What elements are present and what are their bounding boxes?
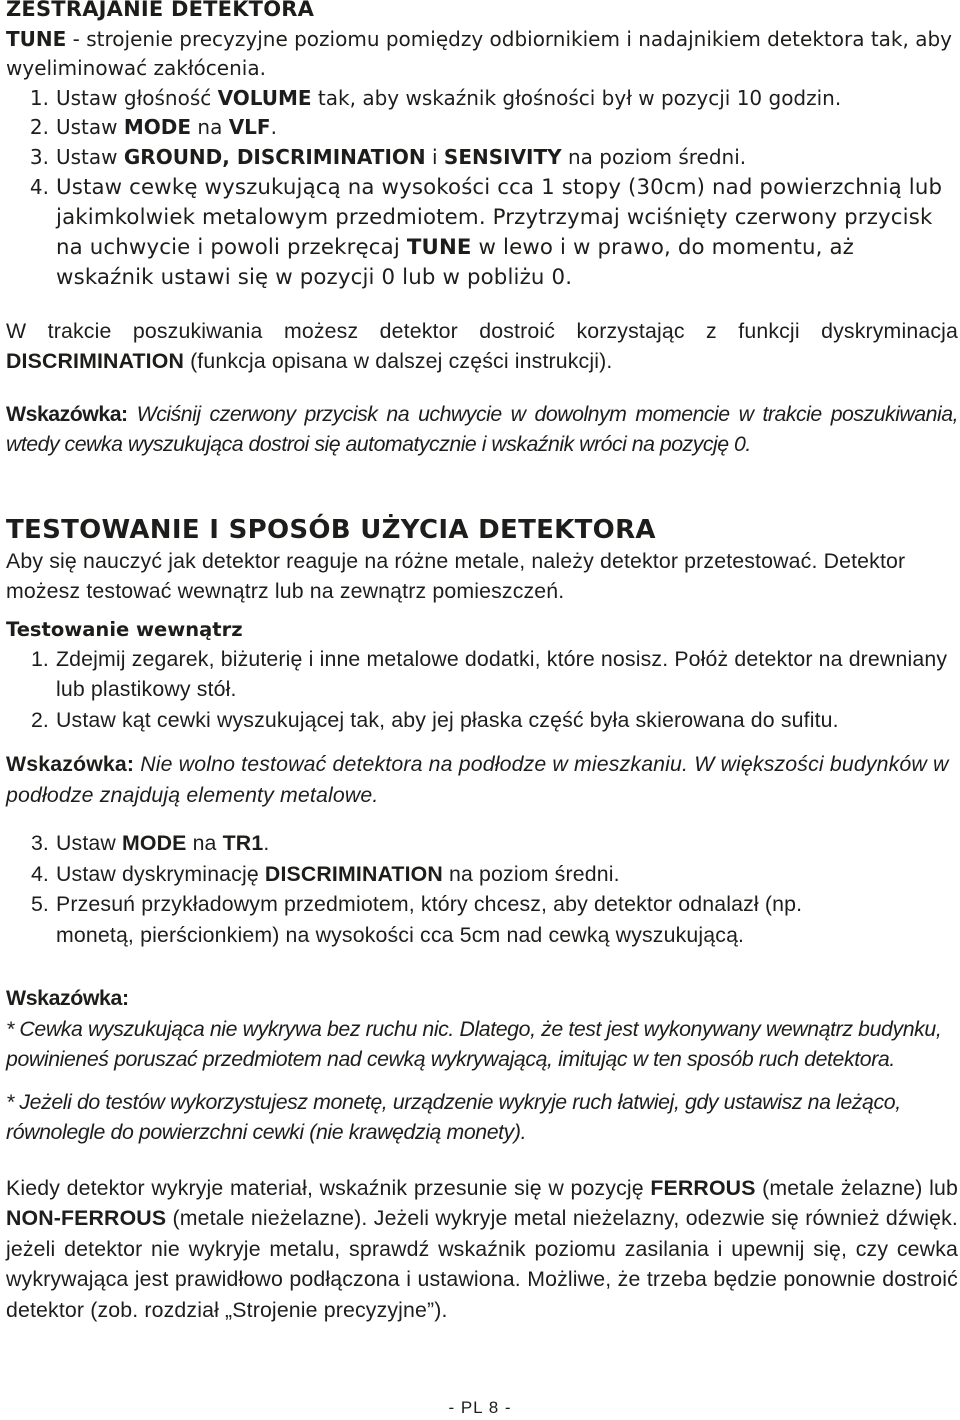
tune-label: TUNE: [6, 26, 67, 51]
tip-motion: Wskazówka: * Cewka wyszukująca nie wykrywa bez ruchu nic. Dlatego, że test jest wykonywany wewnątrz budynku, powinieneś poruszać przedmiotem nad cewką wykrywającą, imitując w ten sposób ruch detektora. * Jeżeli do testów wykorzystujesz monetę, urządzenie wykryje ruch łatwiej, gdy ustawisz na leżąco, równolegle do powierzchni cewki (nie krawędzią monety).: [6, 986, 942, 1145]
manual-page: [6, 0, 958, 1325]
indoor-steps-list: [6, 644, 958, 736]
testing-heading: TESTOWANIE I SPOSÓB UŻYCIA DETEKTORA: [6, 514, 656, 545]
list-item: 4. Ustaw dyskryminację DISCRIMINATION na poziom średni.: [30, 861, 620, 886]
list-item: 3. Ustaw MODE na TR1.: [30, 831, 270, 856]
testing-intro: Aby się nauczyć jak detektor reaguje na różne metale, należy detektor przetestować. Detektor możesz testować wewnątrz lub na zewnątrz pomieszczeń.: [6, 548, 906, 604]
tuning-step-2: 2. Ustaw MODE na VLF.: [29, 115, 277, 140]
tuning-step-4: 4. Ustaw cewkę wyszukującą na wysokości cca 1 stopy (30cm) nad powierzchnią lub jakimkolwiek metalowym przedmiotem. Przytrzymaj wciśnięty czerwony przycisk na uchwycie i powoli przekręcaj TUNE w lewo i w prawo, do momentu, aż wskaźnik ustawi się w pozycji 0 lub w pobliżu 0.: [29, 174, 943, 290]
indoor-steps-list-continued: [6, 828, 958, 950]
tip-auto-tune: Wskazówka: Wciśnij czerwony przycisk na uchwycie w dowolnym momencie w trakcie poszukiwania, wtedy cewka wyszukująca dostroi się automatycznie i wskaźnik wróci na pozycję 0.: [6, 401, 958, 457]
tip-label: Wskazówka:: [6, 401, 128, 426]
discrimination-paragraph: W trakcie poszukiwania możesz detektor dostroić korzystając z funkcji dyskryminacja DISCRIMINATION (funkcja opisana w dalszej części instrukcji).: [6, 318, 958, 374]
detection-paragraph: Kiedy detektor wykryje materiał, wskaźnik przesunie się w pozycję FERROUS (metale żelazne) lub NON-FERROUS (metale nieżelazne). Jeżeli wykryje metal nieżelazny, odezwie się również dźwięk. jeżeli detektor nie wykryje metalu, sprawdź wskaźnik poziomu zasilania i upewnij się, czy cewka wykrywająca jest prawidłowo podłączona i ustawiona. Możliwe, że trzeba będzie ponownie dostroić detektor (zob. rozdział „Strojenie precyzyjne”).: [6, 1175, 958, 1322]
tune-description: TUNE - strojenie precyzyjne poziomu pomiędzy odbiornikiem i nadajnikiem detektora tak, aby wyeliminować zakłócenia.: [6, 26, 953, 81]
tuning-heading: ZESTRAJANIE DETEKTORA: [6, 0, 315, 21]
list-item: 2. Ustaw kąt cewki wyszukującej tak, aby jej płaska część była skierowana do sufitu.: [30, 707, 839, 732]
tip-floor: Wskazówka: Nie wolno testować detektora na podłodze w mieszkaniu. W większości budynków w podłodze znajdują elementy metalowe.: [6, 752, 949, 807]
page-number: - PL 8 -: [448, 1398, 512, 1417]
tuning-step-3: 3. Ustaw GROUND, DISCRIMINATION i SENSIVITY na poziom średni.: [29, 144, 747, 169]
tuning-section: [6, 0, 958, 293]
indoor-testing-heading: Testowanie wewnątrz: [6, 617, 243, 641]
tuning-step-1: 1. Ustaw głośność VOLUME tak, aby wskaźnik głośności był w pozycji 10 godzin.: [29, 85, 842, 110]
list-item: 1. Zdejmij zegarek, biżuterię i inne metalowe dodatki, które nosisz. Połóż detektor na drewniany lub plastikowy stół.: [30, 646, 948, 702]
list-item: 5. Przesuń przykładowym przedmiotem, który chcesz, aby detektor odnalazł (np. monetą, pierścionkiem) na wysokości cca 5cm nad cewką wyszukującą.: [30, 892, 803, 947]
